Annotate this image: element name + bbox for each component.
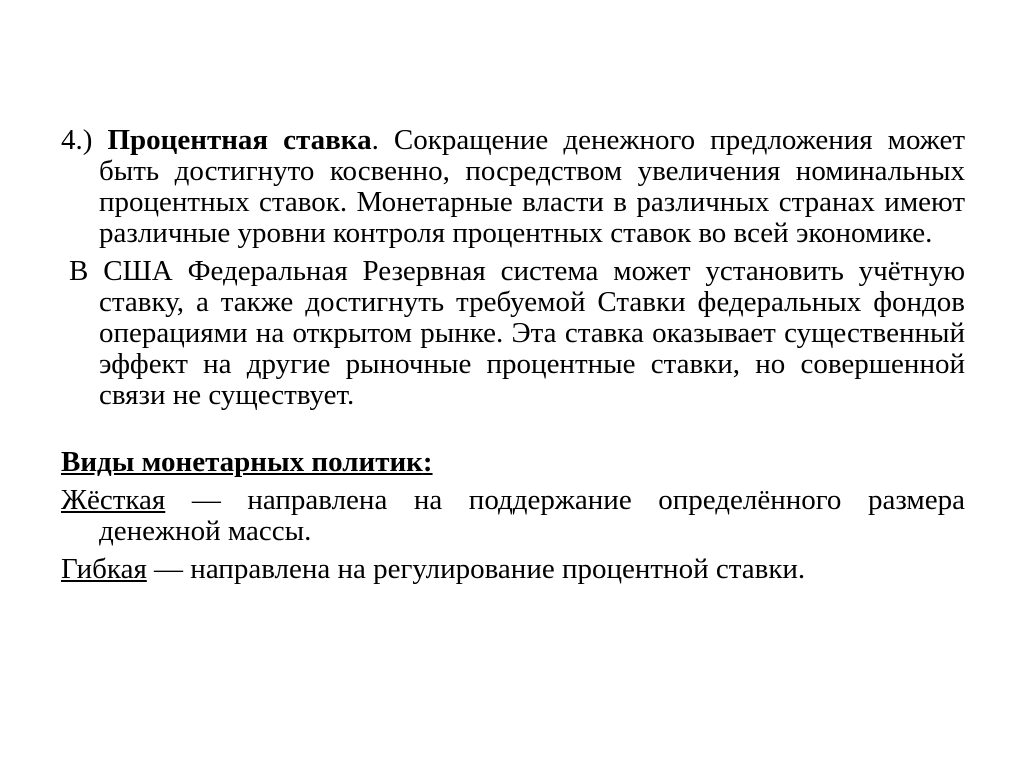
slide-content — [61, 125, 965, 585]
section-heading-text: Виды монетарных политик — [61, 446, 423, 478]
term-flexible: Гибкая — [61, 553, 147, 585]
section-heading-colon: : — [422, 446, 433, 478]
paragraph-usa-fed — [61, 256, 965, 411]
policy-flexible — [61, 554, 965, 585]
paragraph-interest-rate-text: . Сокращение денежного предложения может быть достигнуто косвенно, посредством увеличения номинальных процентных ставок. Монетарные власти в различных странах имеют различные уровни контроля процентных ставок во всей экономике. — [99, 124, 965, 249]
paragraph-number: 4.) — [61, 124, 93, 156]
policy-rigid — [61, 485, 965, 547]
policy-flexible-text: — направлена на регулирование процентной ставки. — [146, 553, 806, 585]
section-heading — [61, 447, 965, 478]
policy-rigid-text: — направлена на поддержание определённого размера денежной массы. — [99, 484, 965, 547]
term-interest-rate: Процентная ставка — [107, 124, 372, 156]
term-rigid: Жёсткая — [61, 484, 166, 516]
paragraph-interest-rate — [61, 125, 965, 249]
paragraph-usa-fed-text: В США Федеральная Резервная система может установить учётную ставку, а также достигнуть требуемой Ставки федеральных фондов операциями на открытом рынке. Эта ставка оказывает существенный эффект на другие рыночные процентные ставки, но совершенной связи не существует. — [69, 255, 965, 411]
